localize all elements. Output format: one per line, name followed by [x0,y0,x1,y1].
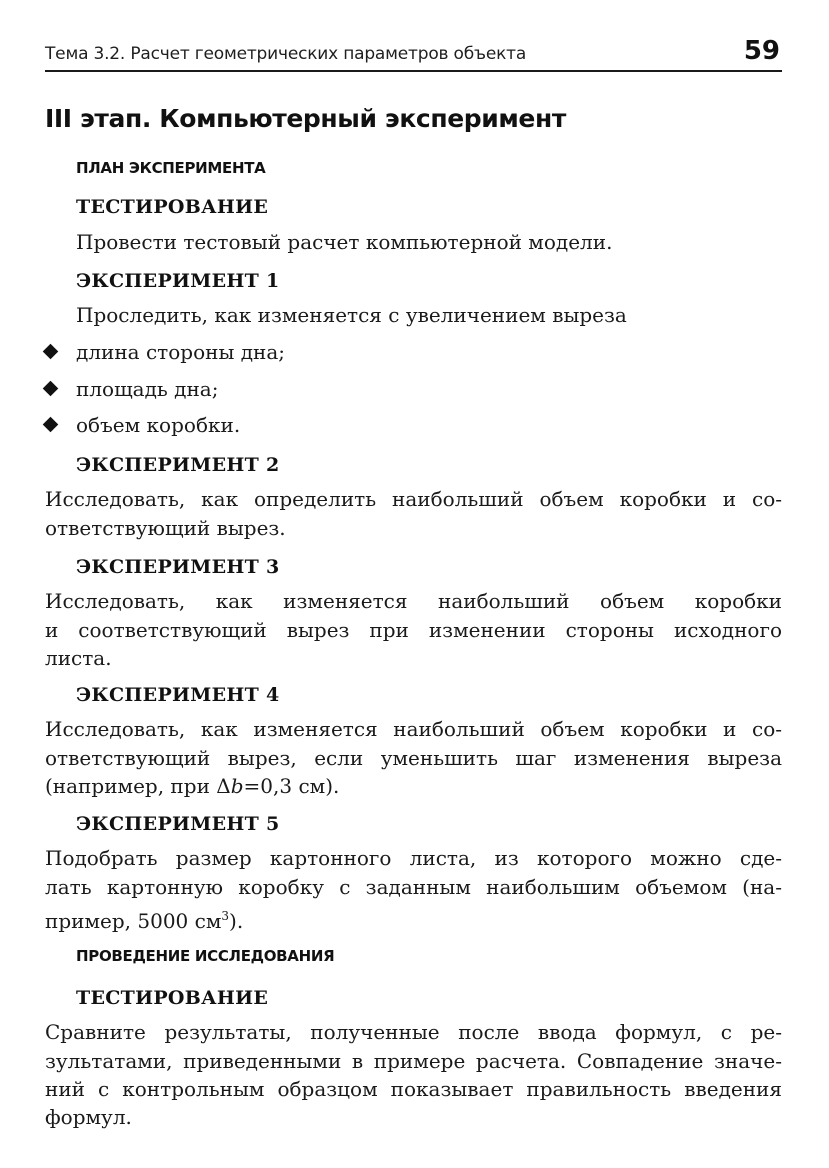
exp4-variable: b [230,774,244,798]
exp1-heading: ЭКСПЕРИМЕНТ 1 [76,270,280,292]
exp1-bullet-text: длина стороны дна; [76,340,286,364]
stage-title: III этап. Компьютерный эксперимент [45,104,566,133]
research-text-line: ний с контрольным образцом показывает правильность введения [45,1077,782,1101]
research-text-line: зультатами, приведенными в примере расчета. Совпадение значе- [45,1049,782,1073]
exp2-text-line: Исследовать, как определить наибольший объем коробки и со- [45,487,782,511]
running-header [45,38,782,72]
exp4-text-line: Исследовать, как изменяется наибольший объем коробки и со- [45,717,782,741]
exp4-line3-start: (например, при Δ [45,774,231,798]
exp4-text-line [45,773,782,799]
exp4-line3-end: =0,3 см). [243,774,340,798]
exp1-lead: Проследить, как изменяется с увеличением выреза [76,303,627,327]
diamond-bullet-icon [43,381,59,397]
exp5-text-line: лать картонную коробку с заданным наибольшим объемом (на- [45,875,782,899]
research-testing-heading: ТЕСТИРОВАНИЕ [76,987,269,1009]
exp5-heading: ЭКСПЕРИМЕНТ 5 [76,813,280,835]
exp5-line3-start: пример, 5000 см [45,909,222,933]
exp1-bullet-text: объем коробки. [76,413,241,437]
exp3-heading: ЭКСПЕРИМЕНТ 3 [76,556,280,578]
exp5-superscript: 3 [221,909,230,923]
exp5-text-line [45,903,782,934]
running-title: Тема 3.2. Расчет геометрических параметров объекта [45,44,527,64]
exp1-bullet-item [45,412,782,438]
exp4-text-line: ответствующий вырез, если уменьшить шаг изменения выреза [45,746,782,770]
research-text-line: Сравните результаты, полученные после ввода формул, с ре- [45,1020,782,1044]
plan-testing-heading: ТЕСТИРОВАНИЕ [76,196,269,218]
page-number: 59 [743,36,780,66]
exp1-bullet-item [45,376,782,402]
plan-heading: ПЛАН ЭКСПЕРИМЕНТА [76,159,266,177]
research-text-line: формул. [45,1105,132,1129]
exp4-heading: ЭКСПЕРИМЕНТ 4 [76,684,280,706]
exp5-line3-end: ). [229,909,244,933]
exp2-heading: ЭКСПЕРИМЕНТ 2 [76,454,280,476]
research-heading: ПРОВЕДЕНИЕ ИССЛЕДОВАНИЯ [76,947,335,965]
exp5-text-line: Подобрать размер картонного листа, из которого можно сде- [45,846,782,870]
exp1-bullet-item [45,339,782,365]
exp2-text-line: ответствующий вырез. [45,516,286,540]
diamond-bullet-icon [43,344,59,360]
diamond-bullet-icon [43,417,59,433]
exp3-text-line: и соответствующий вырез при изменении стороны исходного [45,618,782,642]
exp3-text-line: листа. [45,646,112,670]
exp3-text-line: Исследовать, как изменяется наибольший объем коробки [45,589,782,613]
exp1-bullet-text: площадь дна; [76,377,219,401]
plan-testing-text: Провести тестовый расчет компьютерной модели. [76,230,613,254]
